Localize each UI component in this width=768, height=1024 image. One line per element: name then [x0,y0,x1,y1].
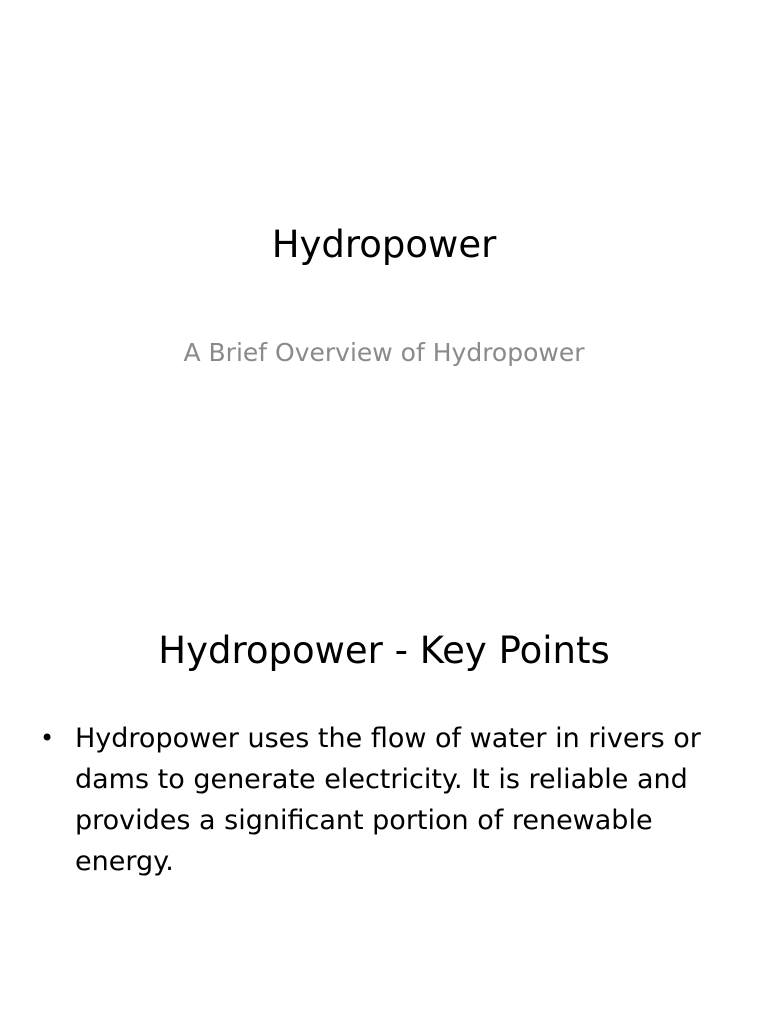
key-points-heading: Hydropower - Key Points [158,629,610,672]
slide-subtitle: A Brief Overview of Hydropower [183,338,585,367]
bullet-item [40,718,730,882]
bullet-marker: • [40,724,55,752]
slide-key-points [0,512,768,1024]
slide-title-heading: Hydropower [271,223,497,266]
bullet-text: Hydropower uses the flow of water in rivers or dams to generate electricity. It is reliable and provides a significant portion of renewable energy. [75,723,701,877]
bullet-list [40,718,730,882]
